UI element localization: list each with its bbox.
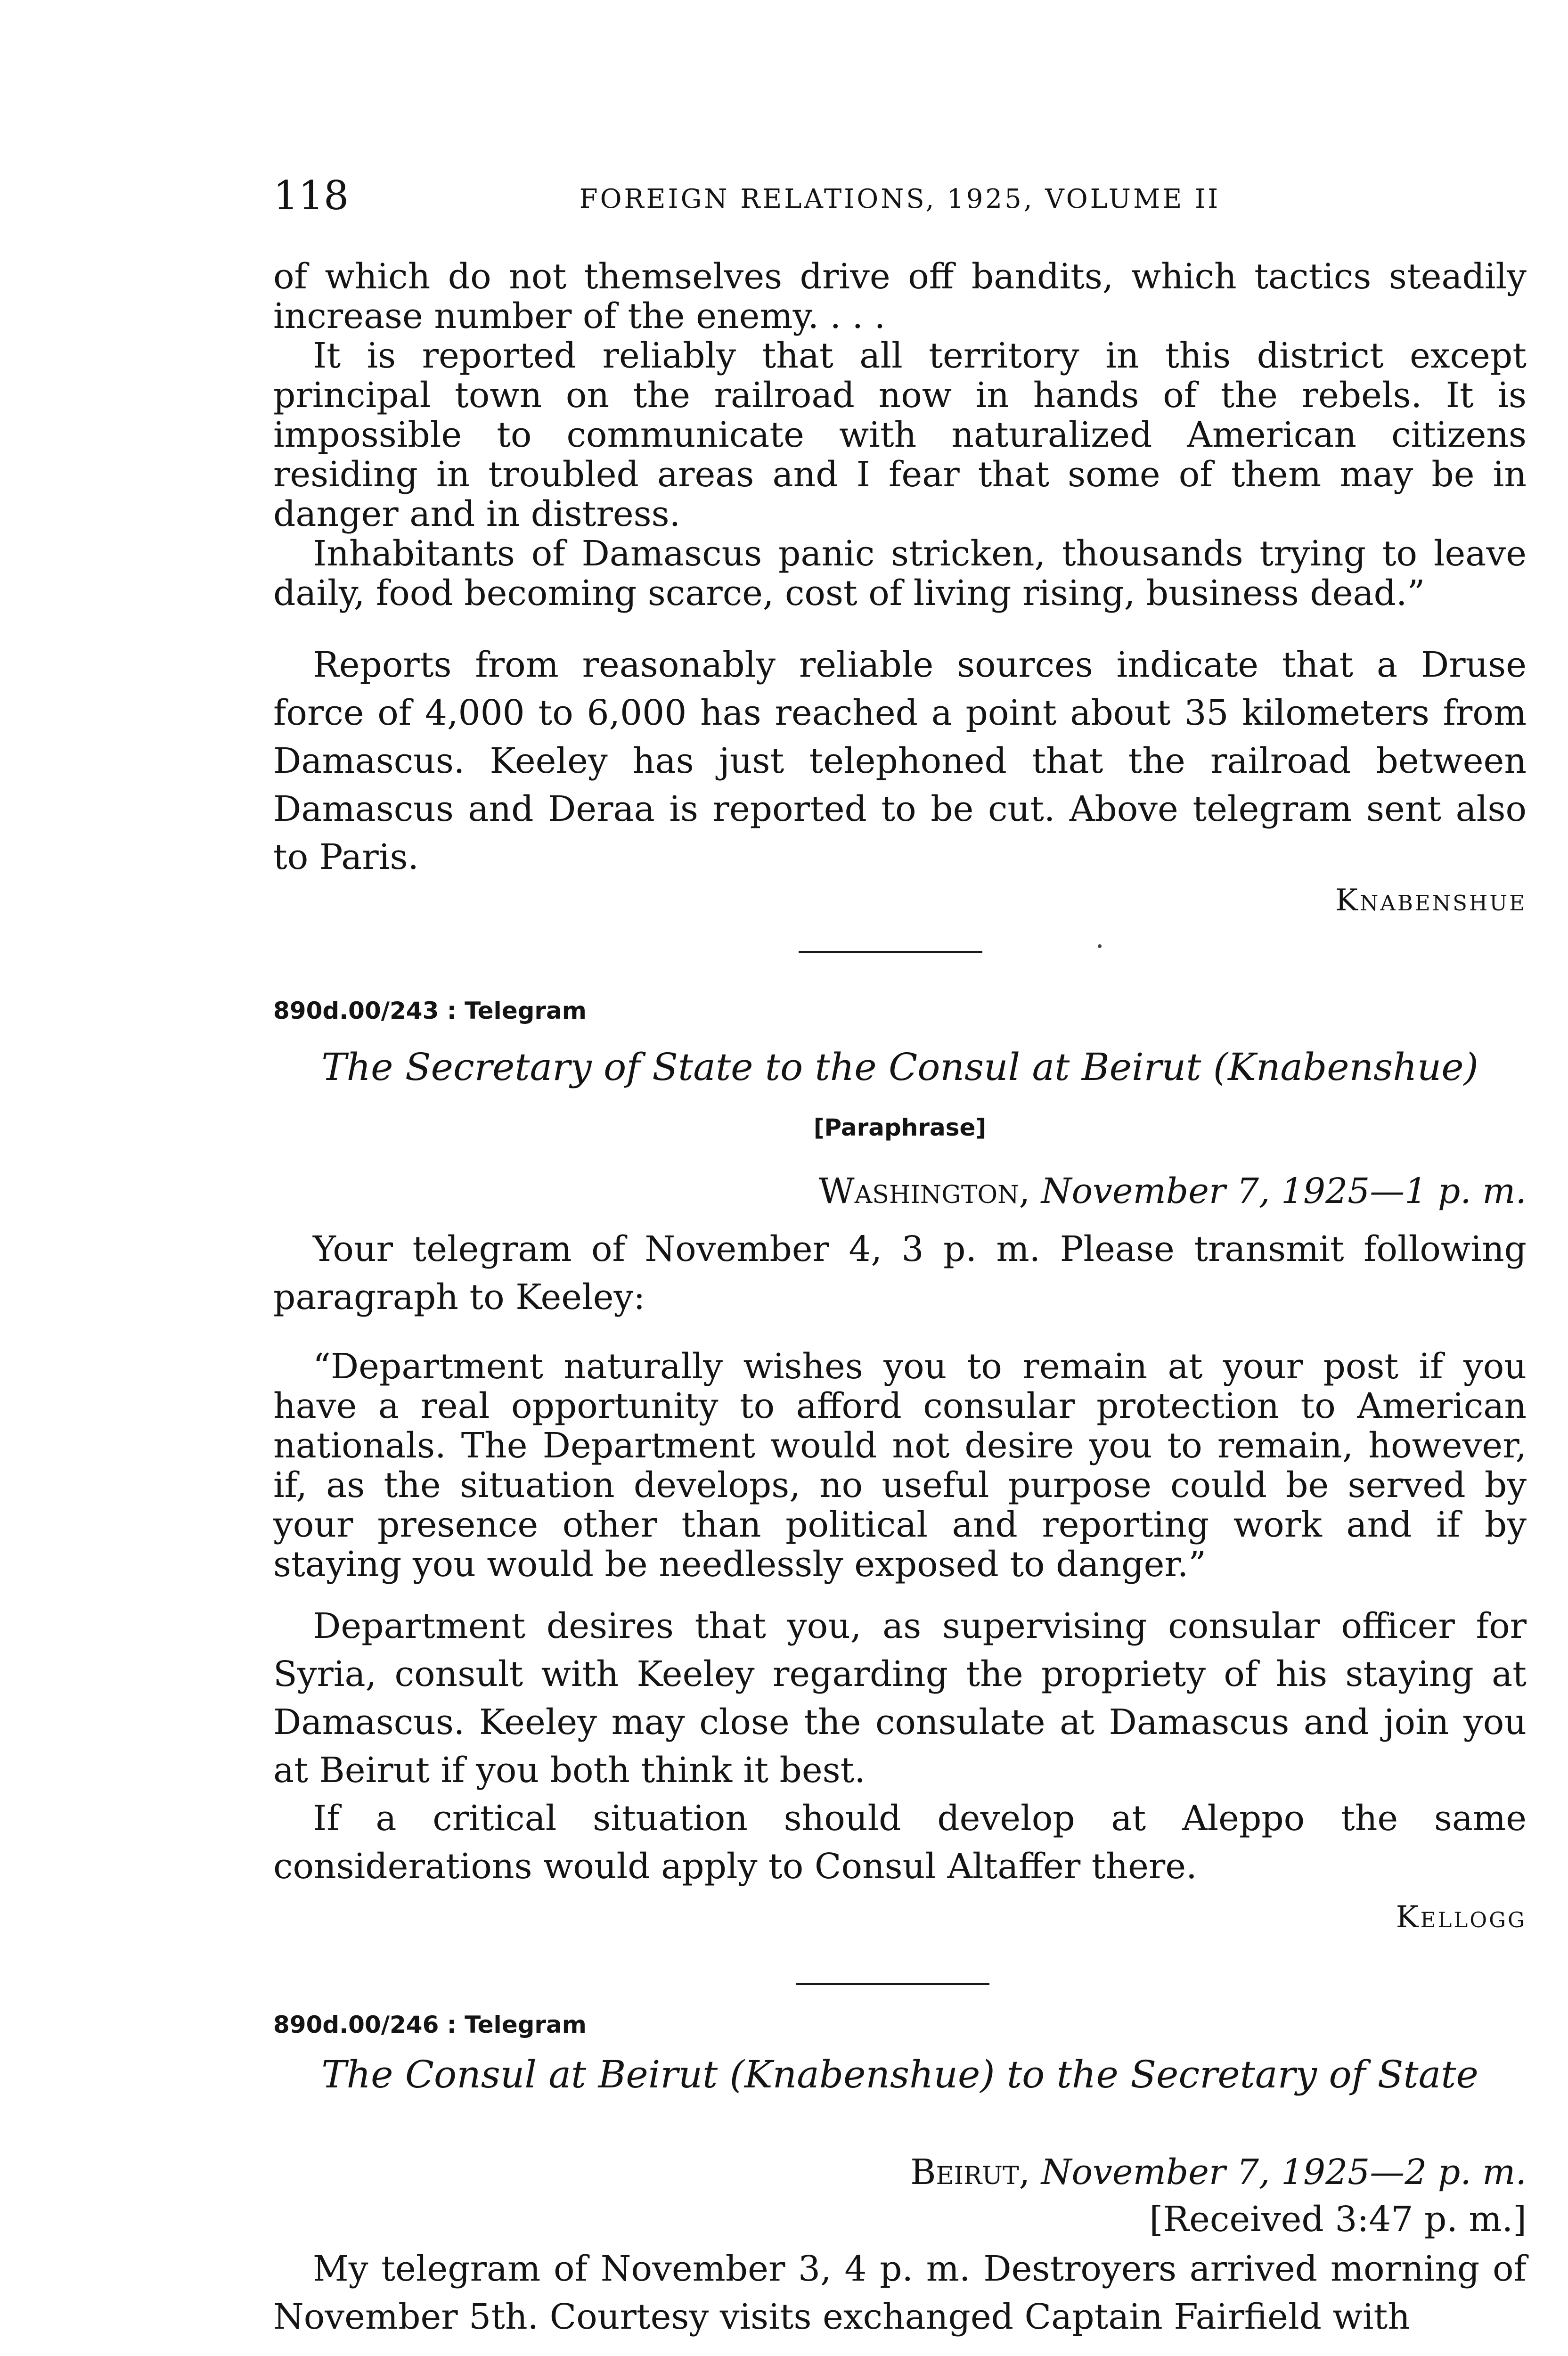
section-divider-1 (799, 951, 982, 953)
quote-continuation-3: Inhabitants of Damascus panic stricken, thousands trying to leave daily, food becoming scarce, cost of living rising, business dead.” (273, 533, 1527, 614)
report-paragraph: Reports from reasonably reliable sources indicate that a Druse force of 4,000 to 6,000 has reached a point about 35 kilometers from Damascus. Keeley has just telephoned that the railroad between Damascus and Deraa is reported to be cut. Above telegram sent also to Paris. (273, 645, 1527, 877)
dateline-place: Washington, (818, 1171, 1030, 1211)
print-speck (1098, 944, 1102, 948)
dateline-washington (490, 1168, 1527, 1215)
page-number: 118 (273, 172, 349, 219)
file-reference-243: 890d.00/243 : Telegram (273, 997, 587, 1024)
document-title-consul-to-secretary: The Consul at Beirut (Knabenshue) to the Secretary of State (321, 2053, 1478, 2096)
page-header (273, 170, 1527, 221)
signature-knabenshue: Knabenshue (1335, 883, 1527, 918)
file-reference-246: 890d.00/246 : Telegram (273, 2011, 587, 2038)
running-head: FOREIGN RELATIONS, 1925, VOLUME II (579, 184, 1221, 214)
document-title-secretary-to-consul: The Secretary of State to the Consul at Beirut (Knabenshue) (321, 1045, 1478, 1089)
quote-continuation-2: It is reported reliably that all territory in this district except principal town on the railroad now in hands of the rebels. It is impossible to communicate with naturalized American citizens residing in troubled areas and I fear that some of them may be in danger and in distress. (273, 335, 1527, 534)
received-time: [Received 3:47 p. m.] (1149, 2199, 1527, 2240)
quoted-instruction: “Department naturally wishes you to remain at your post if you have a real opportunity to afford consular protection to American nationals. The Department would not desire you to remain, however, if, as the situation develops, no useful purpose could be served by your presence other than political and reporting work and if by staying you would be needlessly exposed to danger.” (273, 1346, 1527, 1585)
instruction-paragraph: Your telegram of November 4, 3 p. m. Please transmit following paragraph to Keeley: (273, 1229, 1527, 1317)
dateline-beirut (490, 2149, 1527, 2196)
dateline-date-beirut: November 7, 1925—2 p. m. (1041, 2152, 1527, 2192)
paraphrase-note: [Paraphrase] (813, 1114, 987, 1141)
dateline-place-beirut: Beirut, (910, 2152, 1030, 2192)
consult-paragraph: Department desires that you, as supervising consular officer for Syria, consult with Keeley regarding the propriety of his staying at Damascus. Keeley may close the consulate at Damascus and join you at Beirut if you both think it best. (273, 1606, 1527, 1791)
quote-continuation-1: of which do not themselves drive off bandits, which tactics steadily increase number of the enemy. . . . (273, 256, 1527, 336)
aleppo-paragraph: If a critical situation should develop at Aleppo the same considerations would apply to Consul Altaffer there. (273, 1798, 1527, 1887)
destroyers-paragraph: My telegram of November 3, 4 p. m. Destroyers arrived morning of November 5th. Courtesy visits exchanged Captain Fairfield with (273, 2249, 1527, 2337)
signature-kellogg: Kellogg (1396, 1900, 1527, 1935)
dateline-date: November 7, 1925—1 p. m. (1041, 1171, 1527, 1211)
section-divider-2 (796, 1983, 989, 1985)
